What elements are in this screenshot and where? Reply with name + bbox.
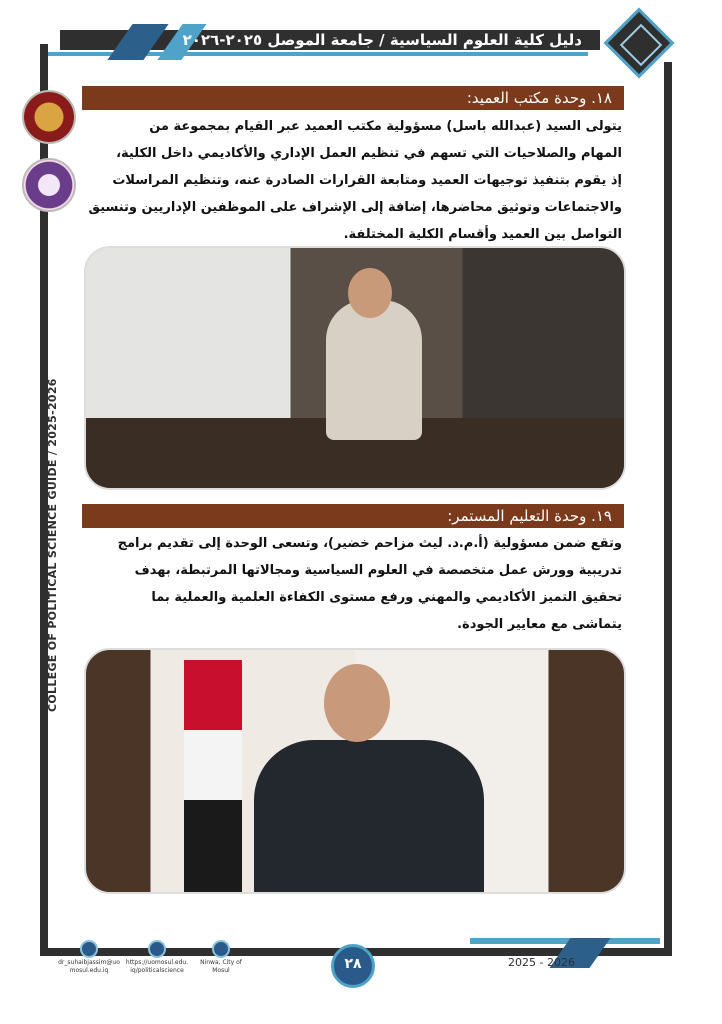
section-heading: ١٨. وحدة مكتب العميد: [82, 86, 624, 110]
frame-right [664, 62, 672, 956]
paragraph-line: يتولى السيد (عبدالله باسل) مسؤولية مكتب العميد عبر القيام بمجموعة من [149, 119, 622, 134]
flag-stripe [184, 730, 242, 800]
paragraph-line: يتماشى مع معايير الجودة. [457, 617, 622, 632]
paragraph-line: تدريبية وورش عمل متخصصة في العلوم السياسية ومجالاتها المرتبطة، بهدف [134, 563, 622, 578]
person [254, 740, 484, 894]
university-logo [22, 90, 76, 144]
college-logo [22, 158, 76, 212]
dean-office-photo [84, 246, 626, 490]
person [326, 300, 422, 440]
paragraph-line: تحقيق التميز الأكاديمي والمهني ورفع مستوى الكفاءة العلمية والعملية بما [151, 590, 622, 605]
footer-contact: Ninwa, City of Mosul [200, 959, 242, 974]
web-icon [148, 940, 166, 958]
paragraph-line: التواصل بين العميد وأقسام الكلية المختلفة. [343, 227, 622, 242]
location-icon [212, 940, 230, 958]
paragraph-line: والاجتماعات وتوثيق محاضرها، إضافة إلى الإشراف على الموظفين الإداريين وتنسيق [88, 200, 622, 215]
footer-year: 2025 - 2026 [508, 956, 575, 969]
section-paragraph [84, 530, 622, 638]
email-icon [80, 940, 98, 958]
flag-stripe [184, 660, 242, 730]
flag-stripe [184, 800, 242, 892]
page-header-title: دليل كلية العلوم السياسية / جامعة الموصل ٢٠٢٥-٢٠٢٦ [182, 31, 582, 49]
footer-contact: https://uomosul.edu. iq/politicalscience [125, 959, 189, 974]
paragraph-line: المهام والصلاحيات التي تسهم في تنظيم العمل الإداري والأكاديمي داخل الكلية، [116, 146, 622, 161]
section-paragraph [84, 113, 622, 248]
continuing-education-photo [84, 648, 626, 894]
side-label: COLLEGE OF POLITICAL SCIENCE GUIDE / 2025-2026 [46, 378, 59, 712]
person-head [348, 268, 392, 318]
paragraph-line: إذ يقوم بتنفيذ توجيهات العميد ومتابعة القرارات الصادرة عنه، وتنظيم المراسلات [112, 173, 622, 188]
page-number: ٢٨ [344, 956, 362, 972]
footer-accent [470, 938, 660, 944]
footer-contact: dr_suhaibjassim@uo mosul.edu.iq [58, 959, 120, 974]
section-heading: ١٩. وحدة التعليم المستمر: [82, 504, 624, 528]
paragraph-line: وتقع ضمن مسؤولية (أ.م.د. ليث مزاحم خضير)، وتسعى الوحدة إلى تقديم برامج [117, 536, 622, 551]
person-head [324, 664, 390, 742]
